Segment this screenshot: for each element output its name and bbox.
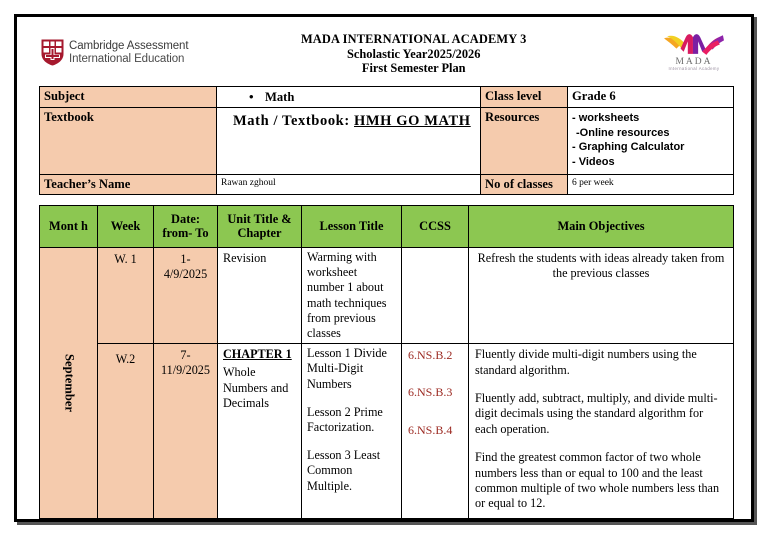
ccss-spacer	[408, 401, 464, 423]
lesson-item: Warming with worksheet number 1 about math techniques from previous classes	[307, 250, 387, 341]
column-header-unit-title-chapter: Unit Title & Chapter	[218, 206, 302, 248]
date-line-2: 11/9/2025	[161, 363, 210, 378]
textbook-value	[221, 110, 476, 131]
month-label: September	[62, 354, 76, 413]
column-header-ccss: CCSS	[402, 206, 469, 248]
table-row-subject	[40, 87, 734, 108]
cambridge-logo-line1: Cambridge Assessment	[69, 39, 189, 52]
class-level-label: Class level	[481, 87, 568, 108]
date-line-1: 1-	[180, 252, 191, 266]
objective-item: Fluently add, subtract, multiply, and divide multi-digit decimals using the standard algorithm for each operation.	[475, 391, 718, 436]
resources-value-cell	[568, 108, 734, 175]
date-cell	[154, 344, 218, 519]
week-cell: W.2	[98, 344, 154, 519]
ccss-code: 6.NS.B.2	[408, 348, 453, 363]
document-header	[27, 23, 741, 83]
document-title-block	[301, 23, 527, 76]
lesson-title-cell	[302, 344, 402, 519]
date-line-2: 4/9/2025	[163, 267, 208, 281]
page-border	[14, 14, 754, 522]
table-row-teacher	[40, 175, 734, 195]
cambridge-logo-text	[69, 40, 188, 66]
column-header-date: Date: from- To	[154, 206, 218, 248]
mada-logo-name: MADA	[675, 57, 713, 67]
mada-academy-logo	[659, 23, 741, 71]
cambridge-assessment-logo	[27, 23, 188, 66]
resources-label: Resources	[481, 108, 568, 175]
ccss-spacer	[408, 363, 464, 385]
no-of-classes-label: No of classes	[481, 175, 568, 195]
resources-list	[572, 110, 729, 169]
subject-value: • Math	[221, 89, 476, 105]
semester-plan-section	[39, 205, 741, 519]
resource-item-1: -Online resources	[576, 126, 670, 139]
date-cell	[154, 248, 218, 344]
unit-title-text: Whole Numbers and Decimals	[223, 365, 289, 410]
chapter-title: CHAPTER 1	[223, 347, 292, 362]
teacher-name-label: Teacher’s Name	[40, 175, 217, 195]
objective-item: Fluently divide multi-digit numbers using the standard algorithm.	[475, 347, 697, 377]
table-row	[40, 248, 734, 344]
main-objectives-cell	[469, 248, 734, 344]
resource-item-0: - worksheets	[572, 112, 640, 124]
ccss-code: 6.NS.B.3	[408, 385, 453, 400]
resource-item-2: - Graphing Calculator	[572, 141, 685, 154]
title-line-2: Scholastic Year2025/2026	[347, 46, 481, 61]
objective-item: Refresh the students with ideas already taken from the previous classes	[477, 251, 725, 281]
column-header-main-objectives: Main Objectives	[469, 206, 734, 248]
unit-title-cell	[218, 344, 302, 519]
subject-label: Subject	[40, 87, 217, 108]
mada-m-icon	[663, 31, 725, 57]
resource-item-3: - Videos	[572, 155, 615, 168]
column-header-month	[40, 206, 98, 248]
lesson-item: Lesson 1 Divide Multi-Digit Numbers	[307, 346, 387, 391]
column-header-week: Week	[98, 206, 154, 248]
textbook-value-cell	[217, 108, 481, 175]
ccss-cell	[402, 248, 469, 344]
cambridge-shield-icon	[41, 39, 64, 66]
textbook-value-underlined: HMH GO MATH	[354, 113, 471, 129]
lesson-title-cell	[302, 248, 402, 344]
unit-title-cell	[218, 248, 302, 344]
subject-value-cell	[217, 87, 481, 108]
ccss-code: 6.NS.B.4	[408, 422, 453, 437]
main-objectives-cell	[469, 344, 734, 519]
teacher-name-value: Rawan zghoul	[217, 175, 481, 195]
week-cell: W. 1	[98, 248, 154, 344]
cambridge-logo-line2: International Education	[69, 52, 185, 65]
unit-title-text: Revision	[223, 251, 267, 265]
month-cell-september	[40, 248, 98, 519]
no-of-classes-value: 6 per week	[568, 175, 734, 195]
lesson-item: Lesson 3 Least Common Multiple.	[307, 448, 381, 493]
ccss-cell	[402, 344, 469, 519]
plan-table-header-row	[40, 206, 734, 248]
title-line-3: First Semester Plan	[361, 61, 466, 75]
table-row-textbook	[40, 108, 734, 175]
column-header-lesson-title: Lesson Title	[302, 206, 402, 248]
semester-plan-table	[39, 205, 734, 519]
textbook-value-plain: Math / Textbook:	[233, 113, 350, 129]
mada-logo-subtitle: International Academy	[668, 66, 720, 71]
date-line-1: 7-	[180, 348, 191, 363]
lesson-item: Lesson 2 Prime Factorization.	[307, 404, 383, 435]
course-info-table	[39, 86, 734, 195]
class-level-value: Grade 6	[568, 87, 734, 108]
title-line-1: MADA INTERNATIONAL ACADEMY 3	[300, 32, 527, 46]
table-row	[40, 344, 734, 519]
objective-item: Find the greatest common factor of two whole numbers less than or equal to 100 and the least common multiple of two whole numbers less than or equal to 12.	[475, 450, 720, 511]
column-header-month-text: Mont h	[49, 218, 88, 233]
textbook-label: Textbook	[40, 108, 217, 175]
